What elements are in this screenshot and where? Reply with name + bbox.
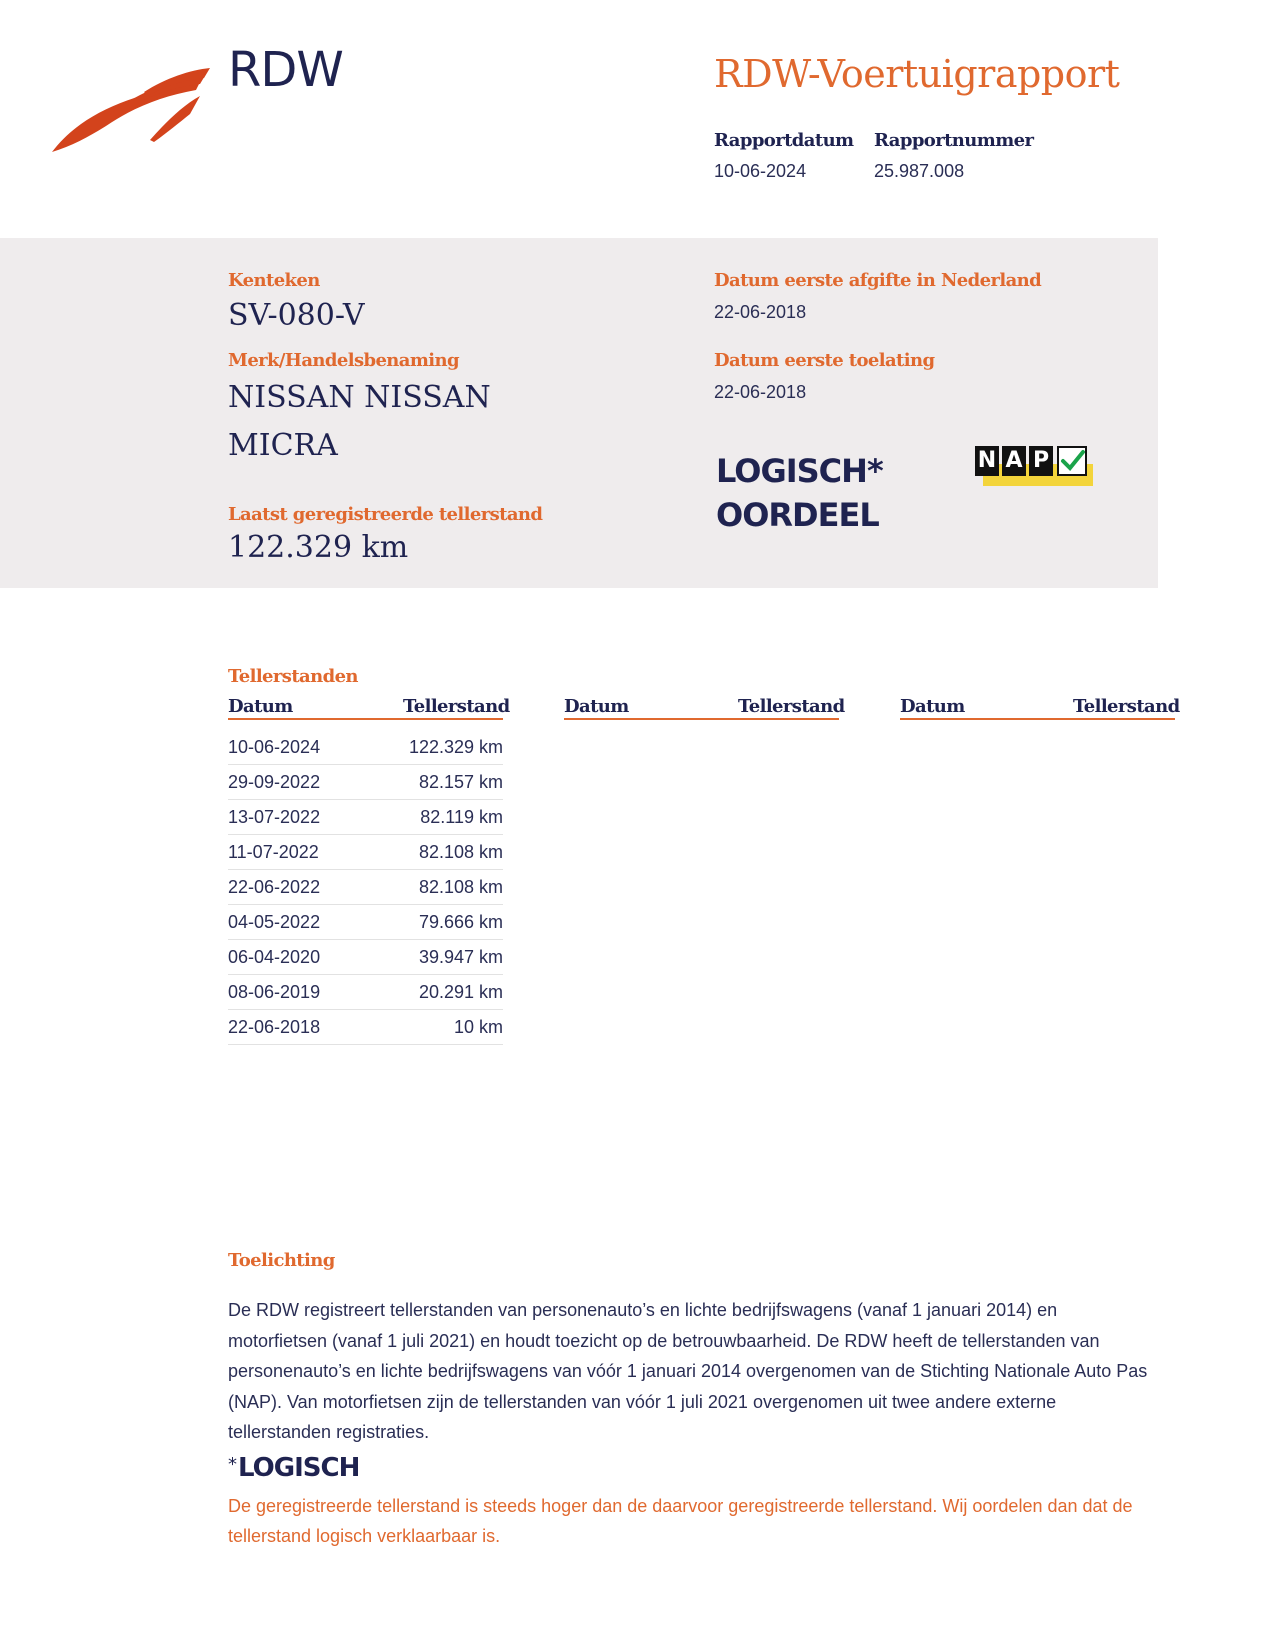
check-icon [1057, 446, 1087, 476]
nap-letter-a: A [1002, 446, 1026, 476]
report-date-label: Rapportdatum [714, 130, 854, 151]
logisch-star: * [228, 1454, 236, 1475]
row-date: 08-06-2019 [228, 982, 321, 1002]
report-title: RDW-Voertuigrapport [714, 52, 1120, 96]
logisch-title [228, 1453, 359, 1483]
col-head-reading-1: Tellerstand [403, 696, 510, 717]
nap-letter-p: P [1029, 446, 1053, 476]
row-date: 29-09-2022 [228, 772, 321, 792]
table-row [228, 730, 503, 765]
row-reading: 10 km [453, 1017, 503, 1037]
nap-logo [975, 446, 1095, 492]
rdw-logo-icon [50, 66, 210, 156]
col-rule-1 [228, 718, 503, 720]
first-admission-label: Datum eerste toelating [714, 350, 935, 371]
row-reading: 39.947 km [418, 947, 503, 967]
row-reading: 79.666 km [418, 912, 503, 932]
col-head-reading-2: Tellerstand [738, 696, 845, 717]
table-row [228, 870, 503, 905]
odometer-value: 122.329 km [228, 530, 409, 565]
explanation-title: Toelichting [228, 1250, 335, 1271]
row-date: 10-06-2024 [228, 737, 321, 757]
first-issue-nl-date: 22-06-2018 [714, 302, 807, 322]
first-admission-date: 22-06-2018 [714, 382, 807, 402]
verdict-line-1: LOGISCH* [716, 452, 883, 490]
plate-label: Kenteken [228, 270, 320, 291]
first-issue-nl-label: Datum eerste afgifte in Nederland [714, 270, 1042, 291]
report-date: 10-06-2024 [714, 161, 807, 181]
row-date: 22-06-2018 [228, 1017, 321, 1037]
verdict-line-2: OORDEEL [716, 496, 879, 534]
col-head-date-2: Datum [564, 696, 629, 717]
logisch-text: De geregistreerde tellerstand is steeds hoger dan de daarvoor geregistreerde tellerstand. Wij oordelen dan dat de tellerstand logisch verklaarbaar is. [228, 1496, 1133, 1546]
col-head-date-1: Datum [228, 696, 293, 717]
odometer-label: Laatst geregistreerde tellerstand [228, 504, 543, 525]
row-date: 11-07-2022 [228, 842, 319, 862]
license-plate: SV-080-V [228, 298, 365, 333]
table-row [228, 940, 503, 975]
make-line-2: MICRA [228, 428, 338, 463]
col-rule-3 [900, 718, 1175, 720]
logisch-title-text: LOGISCH [238, 1453, 360, 1483]
row-reading: 20.291 km [418, 982, 503, 1002]
row-date: 22-06-2022 [228, 877, 321, 897]
table-row [228, 800, 503, 835]
col-rule-2 [564, 718, 839, 720]
row-reading: 82.119 km [420, 807, 503, 827]
col-head-date-3: Datum [900, 696, 965, 717]
row-date: 13-07-2022 [228, 807, 321, 827]
table-row [228, 835, 503, 870]
row-reading: 122.329 km [408, 737, 503, 757]
table-row [228, 975, 503, 1010]
readings-section-label: Tellerstanden [228, 666, 358, 687]
report-number-label: Rapportnummer [874, 130, 1034, 151]
table-row [228, 1010, 503, 1045]
row-reading: 82.108 km [418, 877, 503, 897]
table-row [228, 905, 503, 940]
nap-letter-n: N [975, 446, 999, 476]
make-label: Merk/Handelsbenaming [228, 350, 460, 371]
table-row [228, 765, 503, 800]
make-line-1: NISSAN NISSAN [228, 380, 491, 415]
row-date: 06-04-2020 [228, 947, 321, 967]
col-head-reading-3: Tellerstand [1073, 696, 1180, 717]
logo-text: RDW [228, 42, 343, 98]
report-number: 25.987.008 [874, 161, 965, 181]
row-date: 04-05-2022 [228, 912, 321, 932]
explanation-text: De RDW registreert tellerstanden van personenauto’s en lichte bedrijfswagens (vanaf 1 januari 2014) en motorfietsen (vanaf 1 juli 2021) en houdt toezicht op de betrouwbaarheid. De RDW heeft de tellerstanden van personenauto’s en lichte bedrijfswagens van vóór 1 januari 2014 overgenomen van de Stichting Nationale Auto Pas (NAP). Van motorfietsen zijn de tellerstanden van vóór 1 juli 2021 overgenomen uit twee andere externe tellerstanden registraties. [228, 1300, 1148, 1442]
row-reading: 82.108 km [418, 842, 503, 862]
row-reading: 82.157 km [418, 772, 503, 792]
